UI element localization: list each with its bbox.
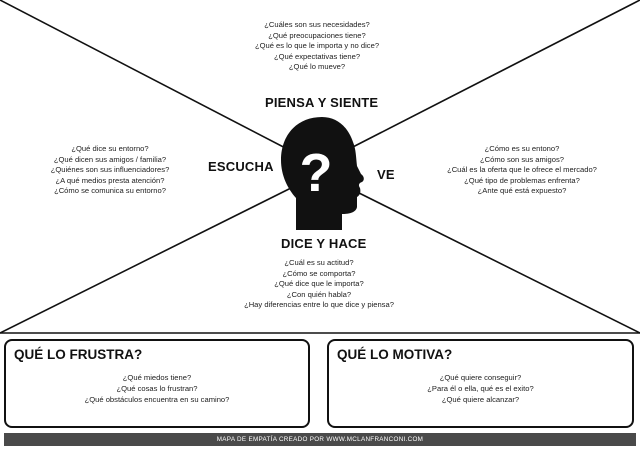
hear-questions	[25, 144, 195, 197]
question-item: ¿Cómo se comunica su entorno?	[54, 186, 166, 196]
question-item: ¿A qué medios presta atención?	[55, 175, 165, 185]
question-item: ¿Con quién habla?	[286, 289, 352, 299]
question-item: ¿Para él o ella, qué es el exito?	[427, 383, 534, 393]
think-feel-questions	[210, 20, 424, 73]
head-silhouette-icon	[281, 117, 364, 230]
question-item: ¿Cómo se comporta?	[282, 268, 356, 278]
hear-label: ESCUCHA	[208, 159, 274, 174]
gains-questions	[329, 373, 632, 405]
question-item: ¿Cuáles son sus necesidades?	[264, 20, 370, 29]
see-label: VE	[377, 167, 395, 182]
gains-title: QUÉ LO MOTIVA?	[337, 347, 453, 362]
footer-credit: MAPA DE EMPATÍA CREADO POR WWW.MCLANFRANCONI.COM	[4, 433, 636, 446]
question-item: ¿Ante qué está expuesto?	[477, 186, 567, 196]
question-item: ¿Qué obstáculos encuentra en su camino?	[84, 394, 230, 404]
question-item: ¿Qué quiere alcanzar?	[441, 394, 520, 404]
see-questions	[430, 144, 614, 197]
pains-title: QUÉ LO FRUSTRA?	[14, 347, 143, 362]
question-item: ¿Qué miedos tiene?	[122, 373, 192, 382]
say-do-questions	[212, 258, 426, 311]
gains-box	[327, 339, 634, 428]
question-item: ¿Qué preocupaciones tiene?	[268, 30, 366, 40]
say-do-label: DICE Y HACE	[281, 236, 367, 251]
question-item: ¿Qué lo mueve?	[288, 62, 346, 72]
question-item: ¿Qué es lo que le importa y no dice?	[254, 41, 380, 51]
question-item: ¿Qué dice que le importa?	[274, 279, 364, 289]
question-item: ¿Cómo es su entono?	[484, 144, 560, 153]
question-mark-glyph: ?	[299, 143, 333, 203]
question-item: ¿Cuál es la oferta que le ofrece el mercado?	[447, 165, 597, 175]
question-item: ¿Qué cosas lo frustran?	[116, 383, 198, 393]
question-item: ¿Qué quiere conseguir?	[439, 373, 522, 382]
pains-questions	[6, 373, 308, 405]
question-item: ¿Cuál es su actitud?	[284, 258, 354, 267]
question-item: ¿Qué tipo de problemas enfrenta?	[464, 175, 580, 185]
question-item: ¿Cómo son sus amigos?	[480, 154, 564, 164]
pains-box	[4, 339, 310, 428]
question-item: ¿Hay diferencias entre lo que dice y piensa?	[244, 300, 394, 310]
think-feel-label: PIENSA Y SIENTE	[265, 95, 379, 110]
question-item: ¿Qué expectativas tiene?	[273, 51, 361, 61]
question-item: ¿Qué dicen sus amigos / familia?	[53, 154, 167, 164]
question-item: ¿Qué dice su entorno?	[71, 144, 149, 153]
question-item: ¿Quiénes son sus influenciadores?	[50, 165, 170, 175]
